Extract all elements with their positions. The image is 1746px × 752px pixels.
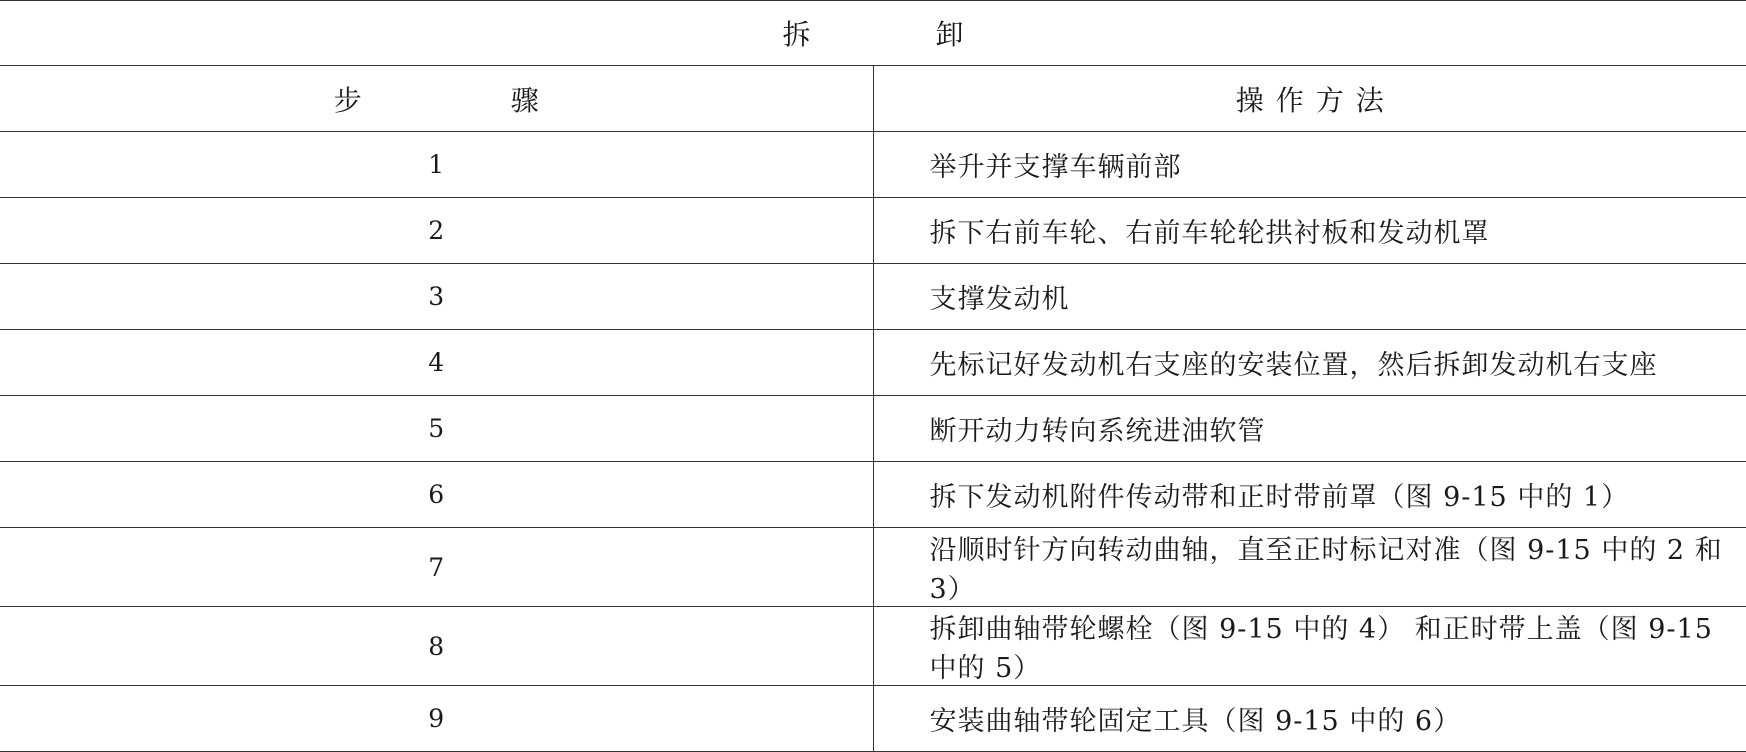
step-number: 3 (0, 264, 873, 330)
step-number: 7 (0, 528, 873, 607)
table-title-row (0, 1, 1746, 66)
step-number: 6 (0, 462, 873, 528)
table-row (0, 264, 1746, 330)
table-row (0, 330, 1746, 396)
step-instruction: 拆下发动机附件传动带和正时带前罩（图 9-15 中的 1） (873, 462, 1746, 528)
step-number: 5 (0, 396, 873, 462)
step-number: 8 (0, 607, 873, 686)
table-row (0, 686, 1746, 752)
step-number: 4 (0, 330, 873, 396)
step-column-header: 步 骤 (0, 66, 873, 132)
step-instruction: 先标记好发动机右支座的安装位置，然后拆卸发动机右支座 (873, 330, 1746, 396)
table-header-row (0, 66, 1746, 132)
table-row (0, 132, 1746, 198)
step-number: 2 (0, 198, 873, 264)
table-row (0, 528, 1746, 607)
step-instruction: 沿顺时针方向转动曲轴，直至正时标记对准（图 9-15 中的 2 和 3） (873, 528, 1746, 607)
step-number: 9 (0, 686, 873, 752)
step-number: 1 (0, 132, 873, 198)
table-row (0, 198, 1746, 264)
table-title: 拆 卸 (0, 1, 1746, 66)
step-instruction: 拆下右前车轮、右前车轮轮拱衬板和发动机罩 (873, 198, 1746, 264)
table-row (0, 607, 1746, 686)
method-column-header: 操作方法 (873, 66, 1746, 132)
step-instruction: 安装曲轴带轮固定工具（图 9-15 中的 6） (873, 686, 1746, 752)
table-row (0, 396, 1746, 462)
step-instruction: 支撑发动机 (873, 264, 1746, 330)
table-row (0, 462, 1746, 528)
step-instruction: 举升并支撑车辆前部 (873, 132, 1746, 198)
step-instruction: 拆卸曲轴带轮螺栓（图 9-15 中的 4） 和正时带上盖（图 9-15 中的 5） (873, 607, 1746, 686)
step-instruction: 断开动力转向系统进油软管 (873, 396, 1746, 462)
